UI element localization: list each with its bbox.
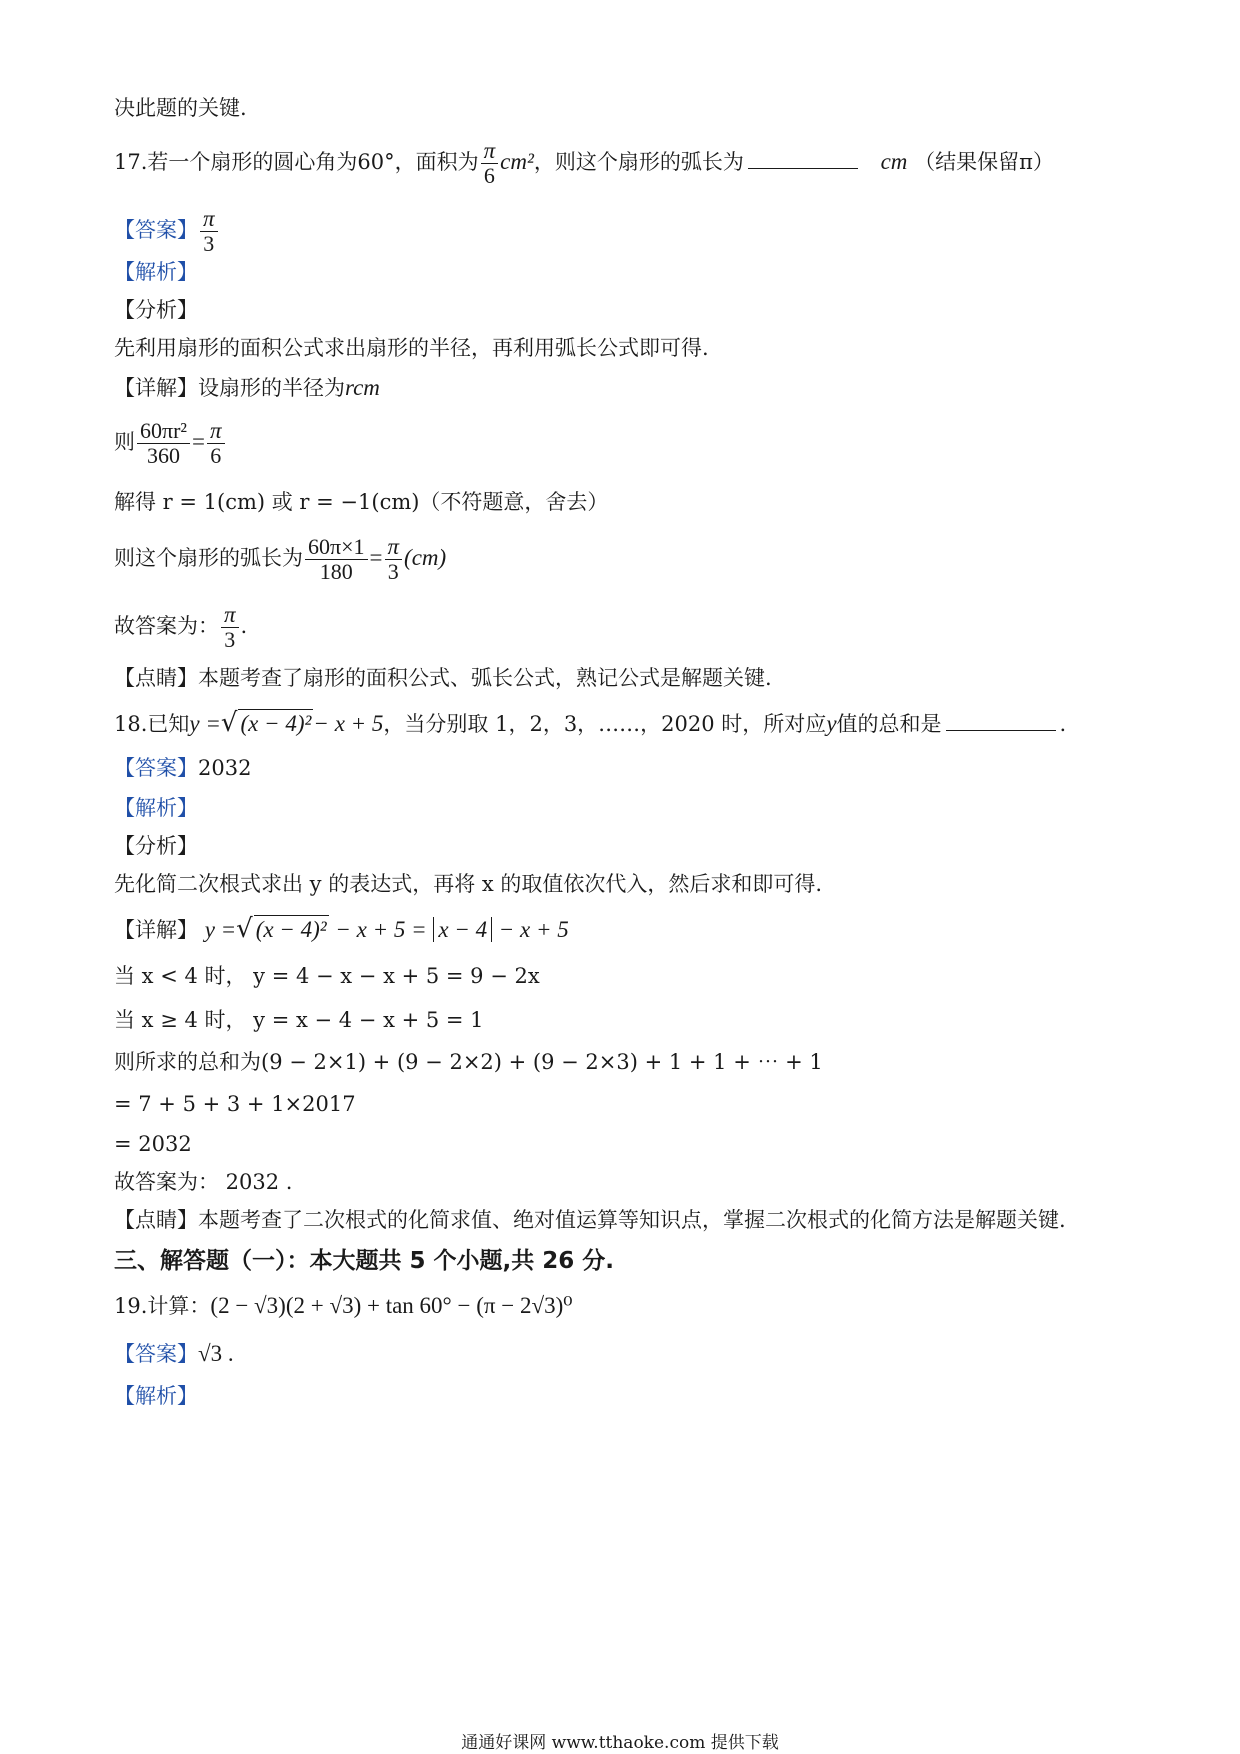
jiexi-tag: 【解析】 bbox=[114, 796, 198, 820]
answer-19: 【答案】√3 . bbox=[114, 1341, 234, 1366]
question-19: 19.计算：(2 − √3)(2 + √3) + tan 60° − (π − 2√3)⁰ bbox=[114, 1293, 573, 1318]
fenxi-tag: 【分析】 bbox=[114, 834, 198, 858]
question-18: 18.已知y =√ (x − 4)²− x + 5，当分别取 1，2，3，……，2020 时，所对应y值的总和是 . bbox=[114, 708, 1067, 738]
case-line: 当 x < 4 时， y = 4 − x − x + 5 = 9 − 2x bbox=[114, 964, 540, 988]
answer-tag: 【答案】 bbox=[114, 217, 198, 242]
dianjing-18: 【点睛】本题考查了二次根式的化简求值、绝对值运算等知识点，掌握二次根式的化简方法是解题关键. bbox=[114, 1208, 1066, 1232]
fraction: $\frac{\pi}{6}$ bbox=[481, 138, 499, 188]
fenxi-tag: 【分析】 bbox=[114, 298, 198, 322]
footer: 通通好课网 www.tthaoke.com 提供下载 bbox=[461, 1733, 779, 1753]
final-answer-18: 故答案为： 2032 . bbox=[114, 1170, 293, 1194]
question-17: 17.若一个扇形的圆心角为60°，面积为 $\frac{\pi}{6}$ cm²，则这个扇形的弧长为 cm （结果保留π） bbox=[114, 138, 1054, 189]
equation-line: 则 $\frac{\text{60πr²}}{360}$ = $\frac{\pi}{6}$ bbox=[114, 418, 227, 468]
final-answer-17: 故答案为： $\frac{\pi}{3}$ . bbox=[114, 602, 248, 653]
xiangjie-line: 【详解】 y =√ (x − 4)² − x + 5 = x − 4 − x + 5 bbox=[114, 914, 569, 944]
sum-line: = 2032 bbox=[114, 1132, 192, 1156]
fenxi-text: 先化简二次根式求出 y 的表达式，再将 x 的取值依次代入，然后求和即可得. bbox=[114, 872, 823, 896]
text-line: 决此题的关键. bbox=[114, 96, 247, 120]
answer-17: 【答案】 $\frac{\pi}{3}$ bbox=[114, 206, 220, 256]
sum-line: 则所求的总和为(9 − 2×1) + (9 − 2×2) + (9 − 2×3) + 1 + 1 + ⋯ + 1 bbox=[114, 1050, 823, 1074]
fenxi-text: 先利用扇形的面积公式求出扇形的半径，再利用弧长公式即可得. bbox=[114, 336, 709, 360]
arc-length-line: 则这个扇形的弧长为 $\frac{60\pi\times 1}{180}$ = $\frac{\pi}{3}$ (cm) bbox=[114, 533, 447, 585]
sum-line: = 7 + 5 + 3 + 1×2017 bbox=[114, 1092, 356, 1116]
jiexi-tag: 【解析】 bbox=[114, 1384, 198, 1408]
case-line: 当 x ≥ 4 时， y = x − 4 − x + 5 = 1 bbox=[114, 1008, 484, 1032]
section-heading: 三、解答题（一）：本大题共 5 个小题,共 26 分. bbox=[114, 1248, 615, 1274]
jiexi-tag: 【解析】 bbox=[114, 260, 198, 284]
answer-blank bbox=[946, 710, 1056, 731]
answer-18: 【答案】2032 bbox=[114, 756, 252, 780]
solve-line: 解得 r = 1(cm) 或 r = −1(cm)（不符题意，舍去） bbox=[114, 490, 609, 514]
xiangjie-line: 【详解】设扇形的半径为rcm bbox=[114, 375, 380, 400]
answer-blank bbox=[748, 148, 858, 169]
dianjing-17: 【点睛】本题考查了扇形的面积公式、弧长公式，熟记公式是解题关键. bbox=[114, 666, 772, 690]
